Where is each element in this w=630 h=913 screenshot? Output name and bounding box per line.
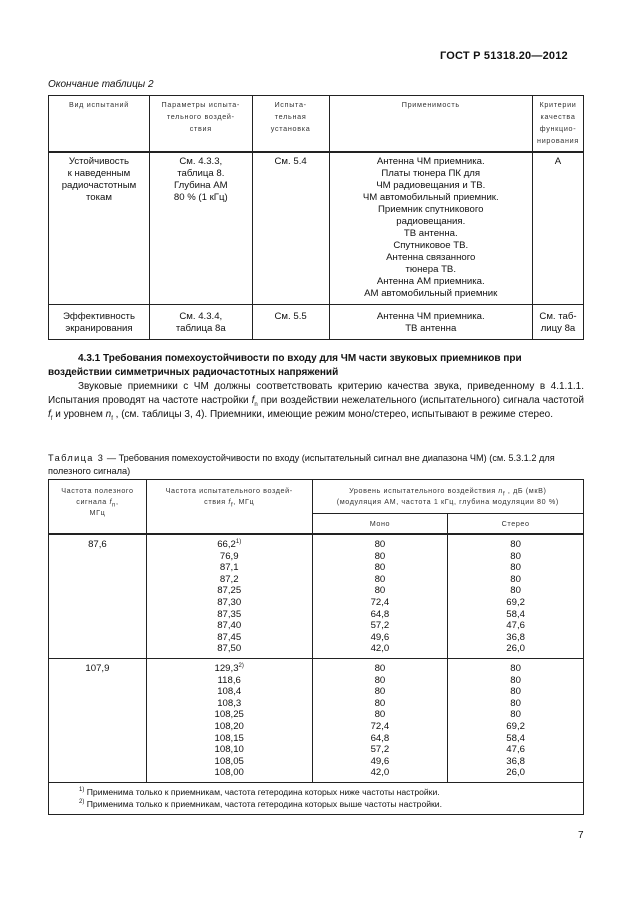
cell-line: 108,20	[214, 720, 244, 732]
cell-line: 72,4	[370, 720, 390, 732]
col-header-test-level: Уровень испытательного воздействия $n_f$ , дБ (мкВ) (модуляция АМ, частота 1 кГц, глубина модуляции 80 %)	[312, 480, 583, 514]
cell-line: 80	[374, 662, 386, 674]
cell-line: 26,0	[506, 643, 525, 655]
cell-useful-frequency: 107,9	[49, 658, 147, 782]
cell-line: ЧМ автомобильный приемник.	[362, 192, 499, 203]
cell-line: 80	[374, 539, 386, 550]
cell-line: 49,6	[370, 755, 390, 767]
cell-line: 58,4	[506, 732, 525, 744]
cell-applicability	[329, 152, 532, 305]
cell-test-params	[149, 152, 252, 305]
col-header-test-frequency: Частота испытательного воздей- ствия $f_f$, МГц	[146, 480, 312, 535]
standard-number: ГОСТ Р 51318.20—2012	[440, 50, 568, 62]
col-header-applicability: Применимость	[329, 96, 532, 153]
cell-line: Эффективность	[62, 311, 135, 322]
cell-line: См. 4.3.4,	[179, 311, 223, 322]
cell-line: Платы тюнера ПК для	[381, 168, 481, 179]
cell-line: 58,4	[506, 608, 525, 620]
cell-test-frequencies	[146, 534, 312, 658]
col-header-test-setup: Испыта- тельная установка	[252, 96, 329, 153]
cell-line: См. таб-	[539, 311, 577, 322]
footnotes-cell	[49, 782, 584, 814]
cell-line: радиочастотным	[61, 180, 137, 191]
cell-line: ТВ антенна	[405, 323, 457, 334]
cell-stereo-levels	[448, 534, 584, 658]
cell-line: 87,40	[217, 620, 242, 632]
cell-line: тюнера ТВ.	[405, 264, 456, 275]
col-header-criteria: Критерии качества функцио- нирования	[532, 96, 583, 153]
section-body	[48, 380, 584, 422]
cell-test-setup: См. 5.4	[252, 152, 329, 305]
col-header-mono: Моно	[312, 514, 448, 535]
footnote-2: $^{2)}$ Применима только к приемникам, частота гетеродина которых выше частоты настройки.	[79, 798, 442, 809]
cell-line: 87,25	[217, 585, 242, 597]
cell-line: 47,6	[506, 744, 525, 756]
table-continuation-label: Окончание таблицы 2	[48, 79, 154, 90]
cell-line: 87,45	[217, 631, 242, 643]
cell-line: токам	[85, 192, 112, 203]
col-header-test-params: Параметры испыта- тельного воздей- ствия	[149, 96, 252, 153]
cell-line: 80	[374, 585, 386, 597]
cell-line: 80	[510, 709, 521, 721]
cell-line: 42,0	[370, 767, 390, 779]
table-3	[48, 479, 584, 815]
cell-line: 42,0	[370, 643, 390, 655]
table-3-header-row	[49, 480, 584, 514]
cell-line: 36,8	[506, 755, 525, 767]
cell-line: 108,3	[217, 697, 242, 709]
cell-line: См. 4.3.3,	[179, 156, 223, 167]
cell-line: 108,4	[217, 686, 242, 698]
cell-line: Приемник спутникового	[378, 204, 484, 215]
col-header-stereo: Стерео	[448, 514, 584, 535]
cell-line: 72,4	[370, 596, 390, 608]
cell-applicability	[329, 305, 532, 340]
cell-line: A	[554, 156, 562, 167]
cell-line: 80 % (1 кГц)	[173, 192, 228, 203]
cell-test-params	[149, 305, 252, 340]
cell-line: Антенна связанного	[386, 252, 476, 263]
table-row	[49, 305, 584, 340]
cell-line: 80	[510, 550, 521, 562]
cell-line: 80	[374, 550, 386, 562]
cell-line: Антенна ЧМ приемника.	[376, 156, 485, 167]
paragraph-1: Звуковые приемники с ЧМ должны соответствовать критерию качества звука, приведенному в 4.1.1.1.	[78, 381, 584, 392]
table-row	[49, 658, 584, 782]
cell-test-setup: См. 5.5	[252, 305, 329, 340]
cell-useful-frequency: 87,6	[49, 534, 147, 658]
cell-line: 80	[374, 697, 386, 709]
cell-line: Антенна ЧМ приемника.	[376, 311, 485, 322]
cell-line: 64,8	[370, 732, 390, 744]
table-footnotes	[49, 782, 584, 814]
cell-line: таблица 8.	[177, 168, 225, 179]
cell-line: ЧМ радиовещания и ТВ.	[376, 180, 486, 191]
section-heading: 4.3.1 Требования помехоустойчивости по входу для ЧМ части звуковых приемников при воздействии симметричных радиочастотных напряжений	[48, 353, 522, 378]
cell-stereo-levels	[448, 658, 584, 782]
paragraph-2: Испытания проводят на частоте настройки $f_n$ при воздействии нежелательного (испытательного) сигнала частотой $f_f$ и уровнем $n_f$ , (см. таблицы 3, 4). Приемники, имеющие режим моно/стерео, испытывают в режиме стерео.	[48, 395, 584, 422]
cell-line: 80	[510, 585, 521, 597]
cell-line: 26,0	[506, 767, 525, 779]
cell-line: 80	[374, 573, 386, 585]
table-row	[49, 152, 584, 305]
cell-mono-levels	[312, 534, 448, 658]
cell-line: 80	[374, 562, 386, 574]
cell-line: 69,2	[506, 720, 525, 732]
cell-line: 87,2	[219, 573, 239, 585]
table-3-caption: Таблица 3 — Требования помехоустойчивости по входу (испытательный сигнал вне диапазона ЧМ) (см. 5.3.1.2 для полезного сигнала)	[48, 453, 555, 476]
col-header-useful-frequency: Частота полезного сигнала $f_n$, МГц	[49, 480, 147, 535]
cell-line: 118,6	[217, 674, 241, 686]
cell-line: Спутниковое ТВ.	[393, 240, 469, 251]
cell-line: 80	[510, 562, 521, 574]
cell-line: 80	[510, 539, 521, 550]
cell-line: 108,25	[214, 709, 244, 721]
cell-test-type	[49, 152, 150, 305]
cell-line: Антенна АМ приемника.	[376, 276, 485, 287]
cell-line: 47,6	[506, 620, 525, 632]
cell-line: Устойчивость	[68, 156, 129, 167]
cell-line: 87,30	[217, 596, 242, 608]
cell-line: 108,00	[214, 767, 244, 779]
col-header-test-type: Вид испытаний	[49, 96, 150, 153]
cell-line: ТВ антенна.	[403, 228, 458, 239]
cell-line: 66,2$^{1)}$	[217, 538, 242, 550]
table-2	[48, 95, 584, 340]
cell-line: 69,2	[506, 596, 525, 608]
cell-line: 80	[510, 674, 521, 686]
cell-criteria	[532, 305, 583, 340]
page-number: 7	[578, 830, 584, 841]
cell-line: 49,6	[370, 631, 390, 643]
cell-mono-levels	[312, 658, 448, 782]
cell-line: лицу 8а	[540, 323, 576, 334]
cell-line: 80	[374, 686, 386, 698]
cell-line: 57,2	[370, 744, 390, 756]
cell-line: 87,50	[217, 643, 242, 655]
cell-line: 87,35	[217, 608, 242, 620]
cell-line: 87,1	[219, 562, 239, 574]
cell-line: 108,05	[214, 755, 244, 767]
cell-line: таблица 8а	[175, 323, 226, 334]
cell-line: 36,8	[506, 631, 525, 643]
cell-line: АМ автомобильный приемник	[364, 288, 498, 299]
cell-line: радиовещания.	[396, 216, 466, 227]
cell-line: 76,9	[219, 550, 239, 562]
cell-line: Глубина АМ	[173, 180, 228, 191]
table-row	[49, 534, 584, 658]
cell-line: 80	[510, 573, 521, 585]
cell-line: 80	[374, 674, 386, 686]
cell-line: 80	[510, 662, 521, 674]
cell-criteria	[532, 152, 583, 305]
cell-line: экранирования	[65, 323, 133, 334]
table-2-header-row	[49, 96, 584, 153]
cell-line: 80	[510, 686, 521, 698]
cell-line: 80	[510, 697, 521, 709]
cell-line: к наведенным	[67, 168, 131, 179]
cell-line: 64,8	[370, 608, 390, 620]
cell-line: 108,10	[214, 744, 244, 756]
cell-test-frequencies	[146, 658, 312, 782]
cell-line: 57,2	[370, 620, 390, 632]
cell-line: 80	[374, 709, 386, 721]
cell-line: 108,15	[214, 732, 244, 744]
cell-line: 129,3$^{2)}$	[214, 662, 244, 674]
cell-test-type	[49, 305, 150, 340]
footnote-1: $^{1)}$ Применима только к приемникам, частота гетеродина которых ниже частоты настройки.	[79, 786, 440, 797]
